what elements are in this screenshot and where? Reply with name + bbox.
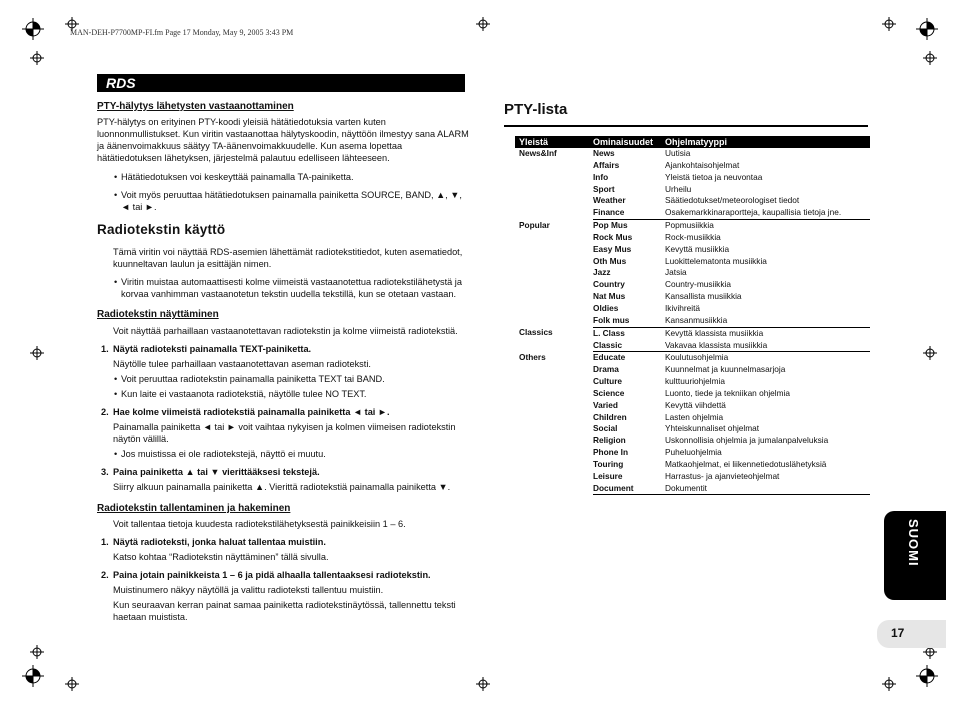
table-row (515, 160, 870, 172)
bullet-text: • Voit peruuttaa radiotekstin painamalla painiketta TEXT tai BAND. (121, 374, 385, 384)
table-row (515, 256, 870, 268)
cell-program-type: Puheluohjelmia (665, 447, 722, 458)
step-description: Katso kohtaa “Radiotekstin näyttäminen” tällä sivulla. (113, 552, 329, 562)
table-row (515, 315, 870, 327)
cell-group (515, 447, 593, 459)
cell-code: Leisure (593, 470, 623, 481)
cell-program-type: Luonto, tiede ja tekniikan ohjelmia (665, 387, 790, 398)
cell-program-type: Kevyttä viihdettä (665, 399, 726, 410)
table-row (515, 447, 870, 459)
print-header-line: MAN-DEH-P7700MP-FI.fm Page 17 Monday, May 9, 2005 3:43 PM (70, 28, 294, 37)
crosshair-icon (882, 677, 896, 691)
column-header: Ominaisuudet (593, 136, 665, 148)
column-header: Ohjelmatyyppi (665, 136, 870, 148)
crosshair-icon (65, 17, 79, 31)
cell-group: Others (519, 351, 546, 362)
step-text: Paina painiketta ▲ tai ▼ vierittääksesi tekstejä. (113, 467, 320, 477)
bullet-item (97, 388, 469, 400)
cell-program-type: Kuunnelmat ja kuunnelmasarjoja (665, 364, 786, 375)
cell-code: Jazz (593, 267, 611, 278)
cell-group (515, 172, 593, 184)
table-row (515, 232, 870, 244)
crosshair-icon (30, 51, 44, 65)
step-3 (97, 466, 469, 478)
cell-group (515, 412, 593, 424)
language-tab (884, 511, 946, 600)
cell-program-type: Yhteiskunnaliset ohjelmat (665, 423, 760, 434)
left-column (97, 101, 469, 623)
cell-code: Rock Mus (593, 231, 633, 242)
step-description: Muistinumero näkyy näytöllä ja valittu radioteksti tallentuu muistiin. (113, 585, 384, 595)
crosshair-icon (30, 346, 44, 360)
bullet-item (97, 276, 469, 300)
cell-code: Classic (593, 340, 665, 352)
step-text: Näytä radioteksti, jonka haluat tallentaa muistiin. (113, 537, 326, 547)
cell-code: L. Class (593, 327, 665, 339)
cell-program-type: Dokumentit (665, 483, 870, 495)
step-1 (97, 536, 469, 548)
cell-program-type: Koulutusohjelmia (665, 352, 870, 364)
cell-program-type: Kevyttä klassista musiikkia (665, 327, 870, 339)
table-row (515, 172, 870, 184)
step-2 (97, 406, 469, 418)
cell-program-type: Kansallista musiikkia (665, 291, 742, 302)
table-row (515, 244, 870, 256)
divider (504, 125, 868, 127)
paragraph-display: Voit näyttää parhaillaan vastaanotettavan radiotekstin ja kolme viimeistä radiotekstiä. (113, 326, 458, 336)
registration-mark-icon (22, 665, 44, 687)
cell-group (515, 364, 593, 376)
table-header-row (515, 136, 870, 148)
bullet-text: • Voit myös peruuttaa hätätiedotuksen painamalla painiketta SOURCE, BAND, ▲, ▼, ◄ tai ►. (121, 190, 462, 212)
cell-group: Popular (519, 219, 550, 230)
cell-program-type: Kevyttä musiikkia (665, 243, 730, 254)
cell-code: Oldies (593, 302, 619, 313)
table-row (515, 423, 870, 435)
cell-code: Country (593, 279, 625, 290)
crosshair-icon (65, 677, 79, 691)
cell-group (515, 256, 593, 268)
bullet-item (97, 373, 469, 385)
cell-code: Oth Mus (593, 255, 627, 266)
page-number: 17 (891, 626, 905, 640)
cell-code: Science (593, 387, 625, 398)
step-number: 3. (101, 467, 109, 477)
table-row (515, 412, 870, 424)
table-row (515, 376, 870, 388)
cell-code: Touring (593, 458, 624, 469)
step-number: 1. (101, 537, 109, 547)
table-row (515, 400, 870, 412)
cell-program-type: Popmusiikkia (665, 220, 870, 232)
bullet-text: • Kun laite ei vastaanota radiotekstiä, näytölle tulee NO TEXT. (121, 389, 367, 399)
cell-group (515, 459, 593, 471)
registration-mark-icon (916, 18, 938, 40)
cell-code: Nat Mus (593, 291, 626, 302)
cell-group (515, 376, 593, 388)
cell-code: Drama (593, 364, 619, 375)
cell-code: Religion (593, 435, 626, 446)
bullet-item (97, 189, 469, 213)
heading-radiotext-store: Radiotekstin tallentaminen ja hakeminen (97, 503, 291, 514)
step-number: 2. (101, 570, 109, 580)
registration-mark-icon (22, 18, 44, 40)
cell-code: Info (593, 171, 609, 182)
page-number-tab (877, 620, 946, 648)
heading-radiotext-display: Radiotekstin näyttäminen (97, 309, 219, 320)
step-description: Siirry alkuun painamalla painiketta ▲. Vierittä radiotekstiä painamalla painiketta ▼. (113, 482, 451, 492)
cell-program-type: Säätiedotukset/meteorologiset tiedot (665, 195, 800, 206)
cell-program-type: Yleistä tietoa ja neuvontaa (665, 171, 763, 182)
paragraph-store: Voit tallentaa tietoja kuudesta radiotekstilähetyksestä painikkeisiin 1 – 6. (113, 519, 406, 529)
cell-group: Classics (519, 327, 553, 338)
cell-group (515, 207, 593, 219)
pty-table (515, 136, 870, 495)
cell-code: Finance (593, 207, 665, 219)
language-tab-label: SUOMI (906, 519, 921, 567)
cell-code: Children (593, 411, 627, 422)
cell-group (515, 435, 593, 447)
cell-group (515, 315, 593, 327)
cell-group (515, 471, 593, 483)
crosshair-icon (476, 17, 490, 31)
cell-group (515, 400, 593, 412)
step-description: Näytölle tulee parhaillaan vastaanotettavan aseman radioteksti. (113, 359, 371, 369)
table-row (515, 303, 870, 315)
table-row (515, 483, 870, 495)
cell-code: Varied (593, 399, 618, 410)
table-row (515, 184, 870, 196)
cell-group (515, 303, 593, 315)
table-row (515, 340, 870, 352)
step-description: Kun seuraavan kerran painat samaa painiketta radiotekstinäytössä, tallennettu teksti haetaan muistista. (113, 600, 456, 622)
step-number: 1. (101, 344, 109, 354)
pty-list-title: PTY-lista (504, 101, 568, 118)
cell-group (515, 184, 593, 196)
cell-group: News&Inf (519, 148, 557, 158)
cell-code: Phone In (593, 447, 629, 458)
step-2 (97, 569, 469, 581)
cell-program-type: Uskonnollisia ohjelmia ja jumalanpalveluksia (665, 435, 829, 446)
crosshair-icon (923, 346, 937, 360)
step-number: 2. (101, 407, 109, 417)
cell-group (515, 279, 593, 291)
table-row (515, 471, 870, 483)
cell-code: Culture (593, 376, 623, 387)
table-row (515, 364, 870, 376)
cell-code: Sport (593, 183, 615, 194)
crosshair-icon (882, 17, 896, 31)
step-text: Hae kolme viimeistä radiotekstiä painamalla painiketta ◄ tai ►. (113, 407, 390, 417)
crosshair-icon (923, 51, 937, 65)
cell-program-type: Uutisia (665, 148, 691, 158)
bullet-item (97, 448, 469, 460)
cell-code: Educate (593, 352, 665, 364)
cell-program-type: Jatsia (665, 267, 687, 278)
cell-program-type: Rock-musiikkia (665, 231, 721, 242)
cell-program-type: Ajankohtaisohjelmat (665, 159, 740, 170)
cell-code: Weather (593, 195, 626, 206)
bullet-item (97, 171, 469, 183)
crosshair-icon (476, 677, 490, 691)
table-row (515, 207, 870, 219)
table-row (515, 327, 870, 339)
cell-code: Folk mus (593, 315, 665, 327)
step-description: Painamalla painiketta ◄ tai ► voit vaihtaa nykyisen ja kolmen viimeisen radiotekstin näytön välillä. (113, 422, 456, 444)
cell-program-type: Lasten ohjelmia (665, 411, 724, 422)
bullet-text: • Hätätiedotuksen voi keskeyttää painamalla TA-painiketta. (121, 172, 354, 182)
table-row (515, 435, 870, 447)
cell-group (515, 423, 593, 435)
cell-group (515, 267, 593, 279)
cell-program-type: Harrastus- ja ajanvieteohjelmat (665, 470, 780, 481)
heading-radiotext-usage: Radiotekstin käyttö (97, 222, 226, 237)
cell-group (515, 232, 593, 244)
registration-mark-icon (916, 665, 938, 687)
cell-program-type: Luokittelematonta musiikkia (665, 255, 767, 266)
cell-program-type: Ikivihreitä (665, 302, 701, 313)
cell-program-type: Vakavaa klassista musiikkia (665, 340, 870, 352)
table-row (515, 352, 870, 364)
cell-code: Social (593, 423, 618, 434)
cell-code: Easy Mus (593, 243, 632, 254)
section-bar (97, 74, 465, 92)
cell-group (515, 160, 593, 172)
paragraph-radiotext: Tämä viritin voi näyttää RDS-asemien lähettämät radiotekstitiedot, kuten asematiedot, kuunneltavan laulun ja esittäjän nimen. (113, 247, 463, 269)
cell-group (515, 244, 593, 256)
table-row (515, 291, 870, 303)
heading-pty-alarm: PTY-hälytys lähetysten vastaanottaminen (97, 101, 294, 112)
column-header: Yleistä (515, 136, 593, 148)
step-text: Paina jotain painikkeista 1 – 6 ja pidä alhaalla tallentaaksesi radiotekstin. (113, 570, 431, 580)
paragraph-pty-alarm: PTY-hälytys on erityinen PTY-koodi yleisiä hätätiedotuksia varten kuten luonnonmullistukset. Kun viritin vastaanottaa hälytyskoodin, näyttöön ilmestyy sana ALARM ja äänenvoimakkuus säätyy TA-äänenvoimakkuudelle. Kun asema lopettaa hätätiedotuksen lähetyksen, järjestelmä palautuu edelliseen lähteeseen. (97, 117, 469, 163)
cell-group (515, 340, 593, 352)
cell-code: Document (593, 483, 665, 495)
step-1 (97, 343, 469, 355)
cell-program-type: Urheilu (665, 183, 692, 194)
table-row (515, 459, 870, 471)
cell-code: News (593, 148, 615, 158)
cell-program-type: Osakemarkkinaraportteja, kaupallisia tietoja jne. (665, 207, 870, 219)
cell-group (515, 291, 593, 303)
cell-group (515, 483, 593, 495)
cell-program-type: kulttuuriohjelmia (665, 376, 725, 387)
table-row (515, 148, 870, 160)
cell-program-type: Country-musiikkia (665, 279, 731, 290)
step-text: Näytä radioteksti painamalla TEXT-painiketta. (113, 344, 312, 354)
cell-code: Affairs (593, 159, 620, 170)
section-title: RDS (106, 75, 136, 91)
bullet-text: • Viritin muistaa automaattisesti kolme viimeistä vastaanotettua radiotekstilähetystä ja korvaa vanhimman vastaanotetun tekstin uudella tekstillä, kun se otetaan vastaan. (121, 277, 462, 299)
cell-program-type: Matkaohjelmat, ei liikennetiedotuslähetyksiä (665, 458, 827, 469)
cell-group (515, 388, 593, 400)
table-row (515, 220, 870, 232)
cell-program-type: Kansanmusiikkia (665, 315, 870, 327)
table-row (515, 195, 870, 207)
table-row (515, 267, 870, 279)
table-row (515, 388, 870, 400)
bullet-text: • Jos muistissa ei ole radiotekstejä, näyttö ei muutu. (121, 449, 326, 459)
table-row (515, 279, 870, 291)
cell-code: Pop Mus (593, 220, 665, 232)
cell-group (515, 195, 593, 207)
crosshair-icon (30, 645, 44, 659)
